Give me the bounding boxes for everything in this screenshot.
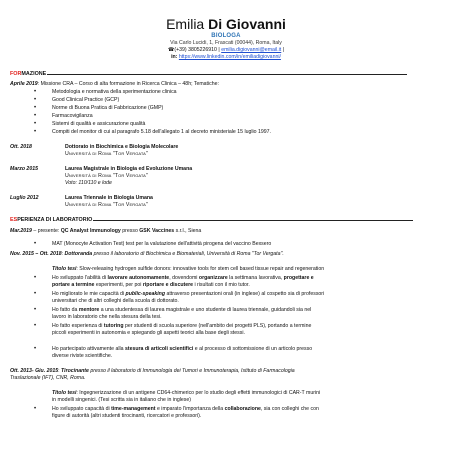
formazione-triennale: Luglio 2012 [10,195,39,201]
bullet-icon: • [34,406,37,412]
phone-number: ☎(+39) 3805226910 [167,47,217,53]
degree-title: Laurea Triennale in Biologia Umana [65,195,153,201]
cv-name [0,16,452,32]
email-link[interactable]: emilia.digiovanni@email.it [221,47,282,53]
phone-email-line: ☎(+39) 3805226910 | emilia.digiovanni@email.it | [167,47,285,53]
job-dottoranda: Nov. 2015 – Ott. 2018: Dottoranda presso il laboratorio di Biochimica e Biomateriali, Università di Roma "Tor Vergata". [10,251,284,257]
bullet-icon: • [34,291,37,297]
list-item: Norme di Buona Pratica di Fabbricazione (GMP) [52,105,164,111]
thesis-title-continuation: in modelli singenici. (Tesi scritta sia in italiano che in inglese) [52,397,191,403]
address: Via Carlo Lucidi, 1, Frascati (00044), Roma, Italy [170,40,282,46]
first-name: Emilia [166,16,205,32]
list-item-continuation: lavoro in laboratorio che nella stesura della tesi. [52,314,162,320]
linkedin-link[interactable]: https://www.linkedin.com/in/emiliadigiovanni/ [178,54,281,60]
list-item-continuation: diverse riviste scientifiche. [52,353,113,359]
section-formazione-heading: FORMAZIONE [10,71,430,77]
section-divider [93,220,413,221]
list-item-continuation: portare a termine esperimenti, per poi riportare e discutere i risultati con il mio tutor. [52,282,250,288]
job-tirocinante-continuation: Traslazionale (IFT), CNR, Roma. [10,375,86,381]
section-esperienza-heading: ESPERIENZA DI LABORATORIO [10,217,430,223]
section-divider [47,74,407,75]
bullet-icon: • [34,97,37,103]
bullet-icon: • [34,241,37,247]
bullet-icon: • [34,346,37,352]
university: Università di Roma "Tor Vergata" [65,151,148,157]
degree-grade: Voto: 110/110 e lode [65,180,112,186]
list-item: Ho sviluppato capacità di time-management e imparato l'importanza della collaborazione, sia con colleghi che con [52,406,319,412]
formazione-aprile: Aprile 2019: Missione CRA – Corso di alta formazione in Ricerca Clinica – 48h; Tematiche: [10,81,219,87]
thesis-title: Titolo tesi: Ingegnerizzazione di un antigene CD64-chimerico per lo studio degli effetti immunologici di CAR-T murini [52,390,321,396]
formazione-dottorato: Ott. 2018 [10,144,32,150]
bullet-icon: • [34,307,37,313]
list-item: Ho partecipato attivamente alla stesura di articoli scientifici e al processo di sottomissione di un articolo presso [52,346,313,352]
list-item: Ho fatto esperienza di tutoring per studenti di scuola superiore (nell'ambito dei progetti PLS), portando a termine [52,323,312,329]
list-item: Ho migliorato le mie capacità di public-speaking attraverso presentazioni orali (in inglese) al cospetto sia di professori [52,291,325,297]
job-tirocinante: Ott. 2013- Giu. 2015: Tirocinante presso il laboratorio di Immunologia dei Tumori e Immunoterapia, Istituto di Farmacologia [10,368,295,374]
linkedin-label: in: [171,54,178,60]
degree-title: Laurea Magistrale in Biologia ed Evoluzione Umana [65,166,193,172]
list-item: Good Clinical Practice (GCP) [52,97,120,103]
bullet-icon: • [34,113,37,119]
job-gsk: Mar.2019 – presente: QC Analyst Immunology presso GSK Vaccines s.r.l., Siena [10,228,202,234]
bullet-icon: • [34,121,37,127]
bullet-icon: • [34,129,37,135]
degree-title: Dottorato in Biochimica e Biologia Molecolare [65,144,179,150]
list-item: Compiti del monitor di cui al paragrafo 5.18 dell'allegato 1 al decreto ministeriale 15 luglio 1997. [52,129,271,135]
list-item: Sistemi di qualità e assicurazione qualità [52,121,146,127]
last-name: Di Giovanni [208,16,286,32]
list-item-continuation: universitari che di altri colleghi della scuola di dottorato. [52,298,179,304]
list-item: Ho sviluppato l'abilità di lavorare autonomamente, dovendomi organizzare la settimana lavorativa, progettare e [52,275,314,281]
bullet-icon: • [34,105,37,111]
list-item: Ho fatto da mentore a una studentessa di laurea magistrale e uno studente di laurea triennale, guidandoli sia nel [52,307,312,313]
university: Università di Roma "Tor Vergata" [65,202,148,208]
bullet-icon: • [34,323,37,329]
linkedin-line [0,54,452,61]
job-title: BIOLOGA [211,33,241,39]
list-item-continuation: figure di autorità (altri studenti tirocinanti, ricercatori e professori). [52,413,202,419]
university: Università di Roma "Tor Vergata" [65,173,148,179]
list-item: Metodologia e normativa della sperimentazione clinica [52,89,177,95]
bullet-icon: • [34,275,37,281]
list-item: MAT (Monocyte Activation Test) test per la valutazione dell'attività pirogena del vaccino Bexsero [52,241,272,247]
formazione-magistrale: Marzo 2015 [10,166,38,172]
thesis-title: Titolo tesi: Slow-releasing hydrogen sulfide donors: innovative tools for stem cell based tissue repair and regeneration [52,266,325,272]
list-item: Farmacovigilanza [52,113,93,119]
bullet-icon: • [34,89,37,95]
list-item-continuation: piccoli esperimenti in autonomia e spiegando gli aspetti teorici alla base degli stessi. [52,330,245,336]
